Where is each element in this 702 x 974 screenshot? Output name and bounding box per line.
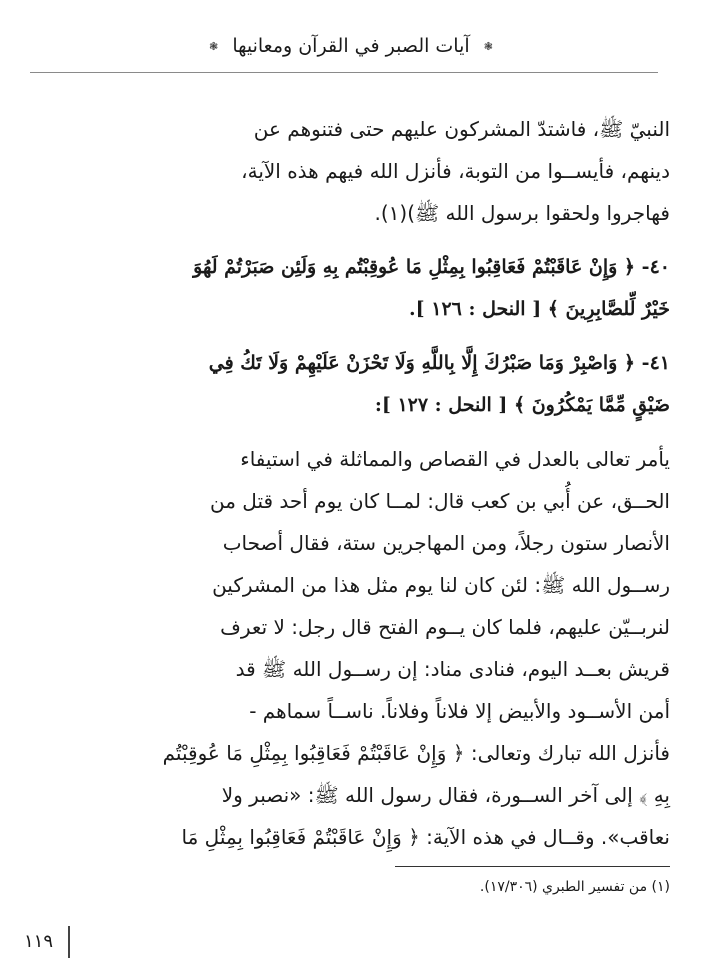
verse-40-line: ٤٠- ﴿ وَإِنْ عَاقَبْتُمْ فَعَاقِبُوا بِمِثْلِ مَا عُوقِبْتُم بِهِ وَلَئِن صَبَرْتُمْ لَهُوَ [193, 256, 670, 278]
page-number-bar [68, 926, 70, 958]
verse-40-line: خَيْرٌ لِّلصَّابِرِينَ ﴾ [ النحل : ١٢٦ ]. [409, 298, 670, 320]
running-header [0, 32, 702, 61]
header-ornament-left: ❃ [209, 39, 219, 53]
text-line: قريش بعــد اليوم، فنادى مناد: إن رســول الله ﷺ قد [235, 657, 670, 681]
text-line: رســول الله ﷺ: لئن كان لنا يوم مثل هذا من المشركين [212, 573, 670, 597]
body-text [70, 108, 670, 858]
text-line: نعاقب». وقــال في هذه الآية: ﴿ وَإِنْ عَاقَبْتُمْ فَعَاقِبُوا بِمِثْلِ مَا [181, 825, 670, 849]
text-line: الأنصار ستون رجلاً، ومن المهاجرين ستة، فقال أصحاب [222, 531, 670, 555]
text-line: فأنزل الله تبارك وتعالى: ﴿ وَإِنْ عَاقَبْتُمْ فَعَاقِبُوا بِمِثْلِ مَا عُوقِبْتُم [162, 741, 670, 765]
text-line: فهاجروا ولحقوا برسول الله ﷺ)(١). [374, 201, 670, 225]
text-line: بِهِ ﴾ إلى آخر الســورة، فقال رسول الله ﷺ: «نصبر ولا [221, 783, 670, 807]
header-divider [30, 72, 658, 73]
text-line: دينهم، فأيســوا من التوبة، فأنزل الله فيهم هذه الآية، [241, 159, 670, 183]
footnote-divider [395, 866, 670, 867]
text-line: يأمر تعالى بالعدل في القصاص والمماثلة في استيفاء [240, 447, 670, 471]
footnote: (١) من تفسير الطبري (١٧/٣٠٦). [479, 879, 670, 895]
header-ornament-right: ❃ [483, 39, 493, 53]
page-number: ١١٩ [24, 931, 54, 952]
verse-41-line: ٤١- ﴿ وَاصْبِرْ وَمَا صَبْرُكَ إِلَّا بِاللَّهِ وَلَا تَحْزَنْ عَلَيْهِمْ وَلَا تَكُ فِي [208, 352, 670, 374]
text-line: الحــق، عن أُبي بن كعب قال: لمــا كان يوم أحد قتل من [210, 489, 670, 513]
text-line: لنربــيّن عليهم، فلما كان يــوم الفتح قال رجل: لا تعرف [220, 615, 670, 639]
text-line: النبيّ ﷺ، فاشتدّ المشركون عليهم حتى فتنوهم عن [253, 117, 670, 141]
text-line: أمن الأســود والأبيض إلا فلاناً وفلاناً. ناســاً سماهم - [249, 699, 670, 723]
header-title: آيات الصبر في القرآن ومعانيها [232, 35, 470, 57]
verse-41-line: ضَيْقٍ مِّمَّا يَمْكُرُونَ ﴾ [ النحل : ١٢٧ ]: [374, 394, 670, 416]
